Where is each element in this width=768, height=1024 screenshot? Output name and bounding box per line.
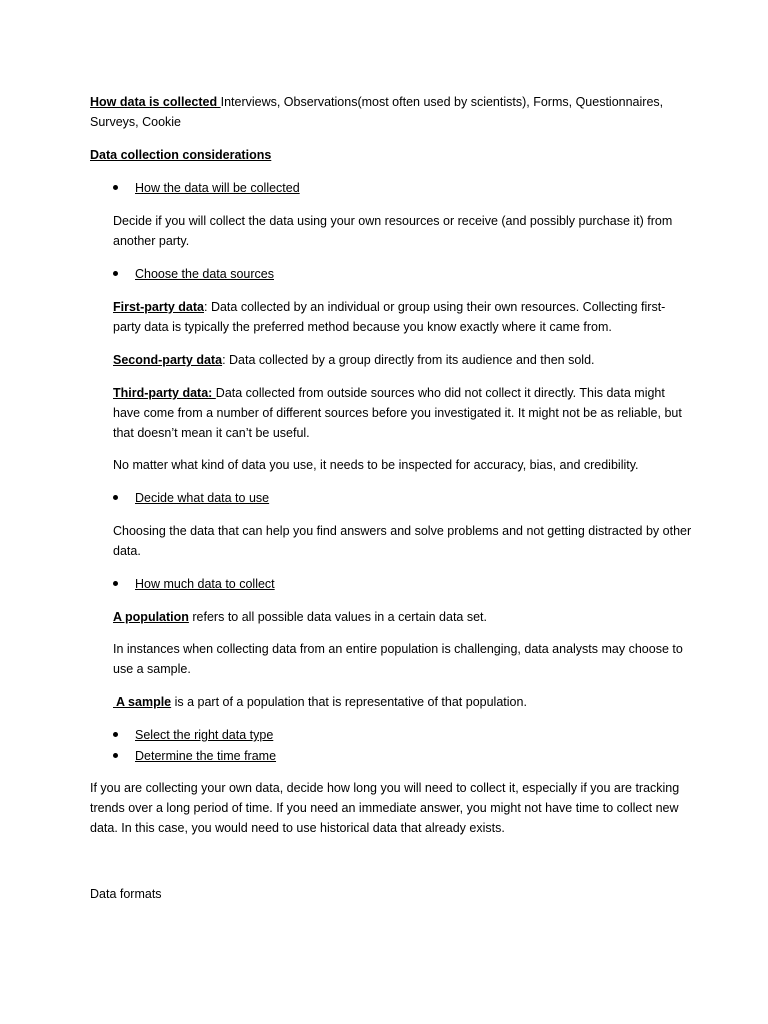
bullet-text: Determine the time frame	[135, 749, 277, 763]
how-data-collected-text: Interviews, Observations(most often used by scientists), Forms, Questionnaires, Surveys, Cookie	[90, 95, 664, 129]
considerations-heading-text: Data collection considerations	[90, 148, 272, 162]
second-party-text: : Data collected by a group directly from its audience and then sold.	[222, 353, 595, 367]
how-data-collected-paragraph	[90, 92, 690, 132]
sample-text: is a part of a population that is representative of that population.	[171, 695, 527, 709]
third-party-term: Third-party data:	[113, 386, 216, 400]
second-party-term: Second-party data	[113, 353, 223, 367]
population-term: A population	[113, 610, 189, 624]
sample-term: A sample	[113, 695, 172, 709]
sample-paragraph	[113, 692, 693, 712]
third-party-paragraph	[113, 383, 693, 443]
instances-paragraph: In instances when collecting data from an entire population is challenging, data analysts may choose to use a sample.	[113, 642, 683, 676]
first-party-text: : Data collected by an individual or group using their own resources. Collecting first-party data is typically the preferred method because you know exactly where it came from.	[113, 300, 666, 334]
bullet-dot-icon	[113, 185, 118, 190]
bullet-dot-icon	[113, 581, 118, 586]
considerations-heading	[90, 145, 690, 165]
data-formats-heading: Data formats	[90, 887, 162, 901]
population-text: refers to all possible data values in a certain data set.	[188, 610, 488, 624]
bullet-dot-icon	[113, 271, 118, 276]
bullet-dot-icon	[113, 495, 118, 500]
population-paragraph	[113, 607, 693, 627]
bullet-text: How much data to collect	[135, 577, 275, 591]
bullet-text: Decide what data to use	[135, 491, 270, 505]
collecting-paragraph: If you are collecting your own data, decide how long you will need to collect it, especially if you are tracking trends over a long period of time. If you need an immediate answer, you might not have time to collect new data. In this case, you would need to use historical data that already exists.	[90, 781, 680, 835]
bullet-text: How the data will be collected	[135, 181, 300, 195]
choosing-paragraph: Choosing the data that can help you find answers and solve problems and not getting distracted by other data.	[113, 524, 692, 558]
second-party-paragraph	[113, 350, 693, 370]
first-party-term: First-party data	[113, 300, 204, 314]
decide-paragraph: Decide if you will collect the data using your own resources or receive (and possibly purchase it) from another party.	[113, 214, 673, 248]
no-matter-paragraph: No matter what kind of data you use, it needs to be inspected for accuracy, bias, and credibility.	[113, 458, 639, 472]
third-party-text: Data collected from outside sources who did not collect it directly. This data might have come from a number of different sources before you investigated it. It might not be as reliable, but that doesn’t mean it can’t be useful.	[113, 386, 682, 440]
bullet-text: Select the right data type	[135, 728, 274, 742]
bullet-text: Choose the data sources	[135, 267, 274, 281]
bullet-dot-icon	[113, 732, 118, 737]
how-data-collected-heading: How data is collected	[90, 95, 221, 109]
bullet-dot-icon	[113, 753, 118, 758]
first-party-paragraph	[113, 297, 693, 337]
